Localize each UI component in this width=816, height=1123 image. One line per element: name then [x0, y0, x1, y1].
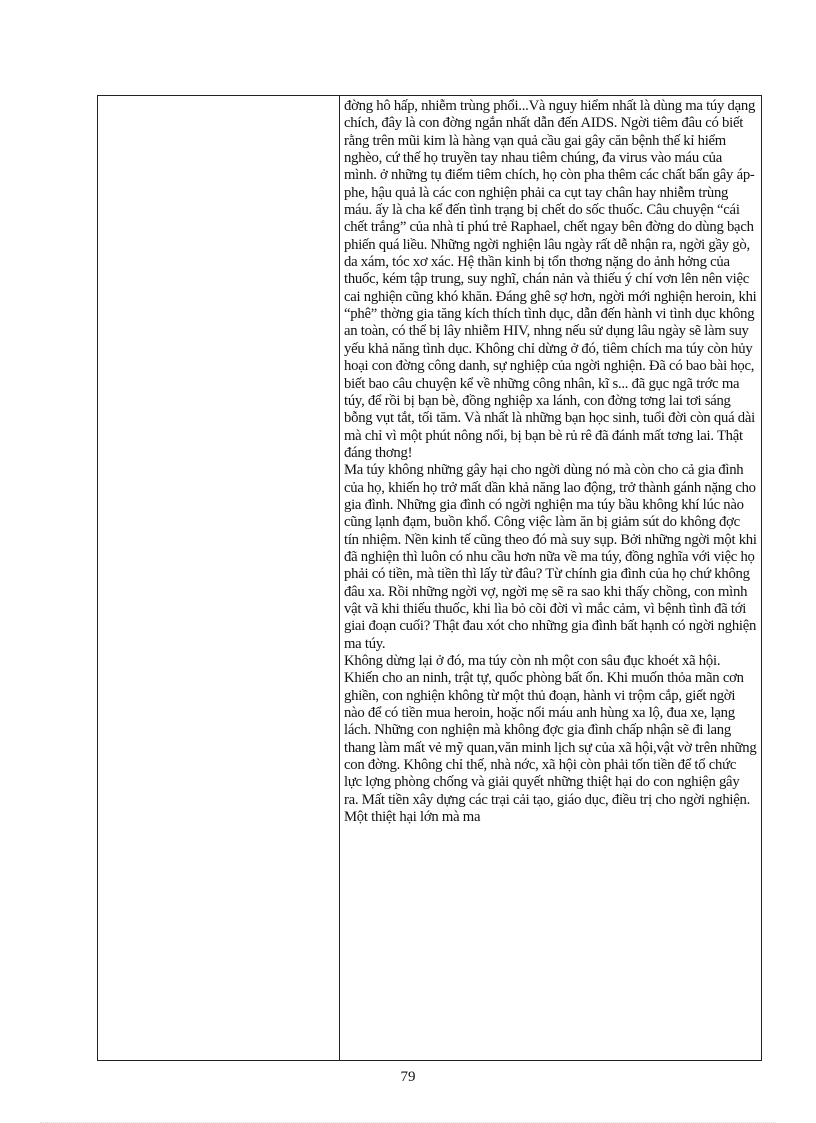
- text-column: [340, 96, 761, 1060]
- paragraph-health-effects: đờng hô hấp, nhiễm trùng phổi...Và nguy hiểm nhất là dùng ma túy dạng chích, đây là con đờng ngắn nhất dẫn đến AIDS. Ngời tiêm đâu có biết rằng trên mũi kim là hàng vạn quả cầu gai gây căn bệnh thế kỉ hiểm nghèo, cứ thế họ truyền tay nhau tiêm chúng, đa virus vào máu của mình. ở những tụ điểm tiêm chích, họ còn pha thêm các chất bẩn gây áp-phe, hậu quả là các con nghiện phải ca cụt tay chân hay nhiễm trùng máu. ấy là cha kể đến tình trạng bị chết do sốc thuốc. Câu chuyện “cái chết trắng” của nhà tỉ phú trẻ Raphael, chết ngay bên đờng do dùng bạch phiến quá liều. Những ngời nghiện lâu ngày rất dễ nhận ra, ngời gầy gò, da xám, tóc xơ xác. Hệ thần kinh bị tổn thơng nặng do ảnh hởng của thuốc, kém tập trung, suy nghĩ, chán nản và thiếu ý chí vơn lên nên việc cai nghiện cũng khó khăn. Đáng ghê sợ hơn, ngời mới nghiện heroin, khi “phê” thờng gia tăng kích thích tình dục, dẫn đến hành vi tình dục không an toàn, có thể bị lây nhiễm HIV, nhng nếu sử dụng lâu ngày sẽ làm suy yếu khả năng tình dục. Không chỉ dừng ở đó, tiêm chích ma túy còn hủy hoại con đờng công danh, sự nghiệp của ngời nghiện. Đã có bao bài học, biết bao câu chuyện kể về những công nhân, kĩ s... đã gục ngã trớc ma túy, để rồi bị bạn bè, đồng nghiệp xa lánh, con đờng tơng lai tơi sáng bỗng vụt tắt, tối tăm. Và nhất là những bạn học sinh, tuổi đời còn quá dài mà chỉ vì một phút nông nổi, bị bạn bè rủ rê đã đánh mất tơng lai. Thật đáng thơng!: [344, 98, 757, 461]
- page-number: 79: [400, 1069, 416, 1085]
- paragraph-social-effects: Không dừng lại ở đó, ma túy còn nh một con sâu đục khoét xã hội. Khiến cho an ninh, trật tự, quốc phòng bất ổn. Khi muốn thỏa mãn cơn ghiền, con nghiện không từ một thủ đoạn, hành vi trộm cắp, giết ngời nào để có tiền mua heroin, hoặc nổi máu anh hùng xa lộ, đua xe, lạng lách. Những con nghiện mà không đợc gia đình chấp nhận sẽ đi lang thang làm mất vẻ mỹ quan,văn minh lịch sự của xã hội,vật vờ trên những con đờng. Không chỉ thế, nhà nớc, xã hội còn phải tốn tiền để tổ chức lực lợng phòng chống và giải quyết những thiệt hại do con nghiện gây ra. Mất tiền xây dựng các trại cải tạo, giáo dục, điều trị cho ngời nghiện. Một thiệt hại lớn mà ma: [344, 653, 757, 826]
- paragraph-family-effects: Ma túy không những gây hại cho ngời dùng nó mà còn cho cả gia đình của họ, khiến họ trở mất dần khả năng lao động, trở thành gánh nặng cho gia đình. Những gia đình có ngời nghiện ma túy bầu không khí lúc nào cũng lạnh đạm, buồn khổ. Công việc làm ăn bị giảm sút do không đợc tín nhiệm. Nền kinh tế cũng theo đó mà suy sụp. Bởi những ngời một khi đã nghiện thì luôn có nhu cầu hơn nữa về ma túy, đồng nghĩa với việc họ phải có tiền, mà tiền thì lấy từ đâu? Từ chính gia đình của họ chứ không đâu xa. Rồi những ngời vợ, ngời mẹ sẽ ra sao khi thấy chồng, con mình vật vã khi thiếu thuốc, khi lìa bỏ cõi đời vì mắc cảm, vì bệnh tình đã tới giai đoạn cuối? Thật đau xót cho những gia đình bất hạnh có ngời nghiện ma túy.: [344, 462, 757, 652]
- empty-left-column: [98, 96, 340, 1060]
- table-frame: [97, 95, 762, 1061]
